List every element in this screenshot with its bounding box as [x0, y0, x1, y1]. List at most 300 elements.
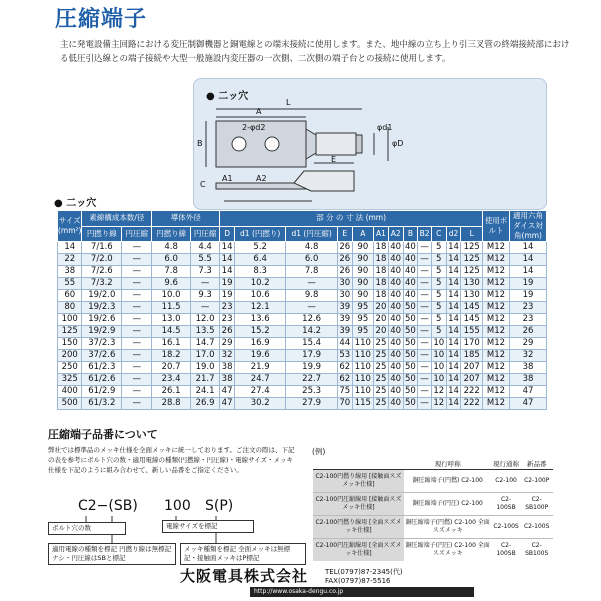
table-cell: 23	[510, 302, 547, 314]
example-row	[313, 516, 553, 539]
table-cell: 14.5	[152, 326, 191, 338]
table-cell: 75	[339, 386, 351, 396]
note-wire-type: 適用電線の種類を標記 円撚り線は無標記ナシ・円圧線はSBと標記	[48, 543, 176, 565]
table-cell: 125	[461, 242, 483, 254]
table-cell: 21.7	[190, 374, 219, 386]
th-outer-diameter: 導体外径	[152, 211, 220, 227]
table-cell: —	[418, 302, 432, 314]
dim-A1: A1	[222, 174, 233, 183]
table-cell: 10	[433, 338, 445, 348]
table-cell: 110	[352, 386, 373, 398]
table-cell: —	[122, 398, 152, 410]
dim-B: B	[197, 139, 203, 148]
table-cell: 11.5	[152, 302, 191, 314]
table-cell: 10	[433, 374, 445, 384]
table-cell: 50	[405, 302, 416, 312]
table-cell: 20	[375, 314, 387, 324]
table-cell: 80	[58, 302, 82, 314]
table-cell: —	[418, 398, 432, 410]
table-cell: 38	[221, 374, 233, 384]
table-cell: 14	[510, 254, 547, 266]
table-cell: —	[190, 302, 219, 314]
table-cell: 20	[375, 326, 387, 336]
table-cell: 40	[390, 338, 402, 348]
table-cell: 10	[433, 362, 445, 372]
parts-note: 弊社では標準品のメッキ仕様を全面メッキに統一しております。ご注文の際は、下記の表を参考にボルト穴の数・適用電線の種類(円撚線・円圧線)・電線サイズ・メッキ仕様を下記のように組み合わせて、新しい品番をご指定ください。	[48, 446, 295, 474]
table-cell: 61/3.2	[82, 398, 122, 410]
table-cell: —	[418, 326, 432, 338]
table-cell: 5	[431, 314, 446, 326]
table-cell: —	[122, 290, 152, 302]
table-cell: 12	[433, 398, 445, 408]
table-cell: 200	[58, 350, 82, 362]
th-sub: A2	[388, 226, 403, 242]
table-cell: —	[418, 338, 432, 350]
table-cell: 50	[405, 338, 416, 348]
table-cell: 95	[352, 314, 373, 326]
table-cell: 150	[58, 338, 82, 350]
example-cell: C2-100S	[520, 516, 553, 539]
table-cell: 26.1	[152, 386, 191, 398]
table-cell: —	[418, 386, 432, 398]
table-cell: 14	[510, 266, 547, 278]
table-cell: 47	[510, 398, 547, 410]
table-cell: —	[418, 290, 432, 302]
table-cell: 14	[448, 362, 459, 372]
example-cell: C2-100S	[492, 516, 521, 539]
table-cell: 19	[221, 278, 233, 288]
table-cell: 12.6	[286, 314, 337, 326]
table-cell: 18	[375, 266, 387, 276]
table-cell: 40	[390, 386, 402, 396]
table-cell: 40	[390, 254, 402, 264]
th-sub: 円圧縮	[190, 226, 219, 242]
table-cell: 4.8	[286, 242, 337, 254]
table-cell: 50	[405, 326, 416, 336]
table-cell: 50	[405, 398, 416, 408]
table-cell: 170	[461, 338, 483, 350]
table-cell: 50	[405, 374, 416, 384]
table-cell: 39	[339, 302, 351, 312]
table-cell: 32	[510, 350, 547, 362]
th-bolt: 使用ボルト	[483, 211, 510, 242]
th-sub: C	[431, 226, 446, 242]
example-cell: 銅圧縮端子(円圧) C2-100	[404, 493, 492, 516]
table-cell: M12	[483, 386, 510, 398]
terminal-diagram	[193, 78, 547, 210]
table-cell: 14	[221, 242, 233, 252]
table-cell: 19	[510, 278, 547, 290]
table-cell: 14	[448, 254, 459, 264]
table-cell: 26	[221, 326, 233, 336]
table-cell: 32	[221, 350, 233, 360]
table-cell: 19	[221, 290, 233, 300]
table-cell: —	[418, 278, 432, 290]
note-wire-size: 電線サイズを標記	[162, 520, 254, 533]
table-cell: 7.8	[286, 266, 337, 278]
table-cell: 95	[352, 302, 373, 314]
table-cell: M12	[483, 302, 510, 314]
table-cell: 14	[58, 242, 82, 254]
table-cell: 130	[461, 278, 483, 290]
th-sub: A	[352, 226, 373, 242]
table-cell: 50	[405, 386, 416, 396]
page-title: 圧縮端子	[55, 7, 148, 32]
table-cell: 95	[352, 326, 373, 338]
example-table	[313, 458, 553, 561]
table-cell: 14	[448, 278, 459, 288]
table-cell: 25	[375, 350, 387, 360]
dim-E: E	[331, 155, 337, 164]
table-cell: 29	[510, 338, 547, 350]
table-cell: 61/2.3	[82, 362, 122, 374]
example-cell: C2-100円撚り線用 [全面スズメッキ仕様]	[313, 516, 404, 539]
example-header	[313, 458, 404, 470]
example-cell: 銅圧縮端子(円撚) C2-100 全面スズメッキ	[404, 516, 492, 539]
table-row	[58, 290, 547, 302]
table-cell: 110	[352, 362, 373, 374]
table-label: ● 二ッ穴	[54, 198, 97, 209]
table-cell: 40	[390, 326, 402, 336]
table-cell: 27.9	[286, 398, 337, 410]
table-cell: 40	[390, 314, 402, 324]
table-cell: 40	[390, 362, 402, 372]
table-cell: 110	[352, 350, 373, 362]
table-cell: 25	[375, 398, 387, 408]
table-cell: —	[418, 254, 432, 266]
table-row	[58, 338, 547, 350]
table-cell: 37/2.3	[82, 338, 122, 350]
table-cell: 38	[221, 362, 233, 372]
table-cell: 5	[431, 254, 446, 266]
table-cell: 5.2	[234, 242, 285, 254]
table-cell: —	[122, 362, 152, 374]
table-cell: 18	[375, 278, 387, 288]
table-cell: 4.4	[190, 242, 219, 254]
table-cell: 12.1	[234, 302, 285, 314]
table-cell: 38	[58, 266, 82, 278]
table-cell: 14	[448, 350, 459, 360]
table-cell: 18	[375, 242, 387, 252]
table-cell: 23.4	[152, 374, 191, 386]
dim-D: φD	[392, 139, 404, 148]
table-cell: 6.0	[286, 254, 337, 266]
table-cell: 110	[352, 374, 373, 386]
table-cell: 14	[448, 314, 459, 324]
table-cell: 23	[221, 314, 233, 324]
table-cell: 19/2.6	[82, 314, 122, 326]
table-cell: 9.3	[190, 290, 219, 302]
table-cell: 39	[339, 326, 351, 336]
dim-d2: 2-φd2	[242, 123, 266, 132]
table-cell: 16.1	[152, 338, 191, 350]
table-cell: 62	[339, 374, 351, 384]
table-cell: 20	[375, 302, 387, 312]
table-cell: 25	[375, 362, 387, 372]
table-cell: —	[418, 350, 432, 362]
table-cell: 7/1.6	[82, 242, 122, 254]
table-cell: 40	[405, 278, 416, 288]
table-cell: M12	[483, 254, 510, 266]
table-cell: 5	[431, 242, 446, 254]
table-cell: —	[418, 242, 432, 254]
table-row	[58, 302, 547, 314]
table-cell: —	[122, 254, 152, 266]
table-cell: 18	[375, 290, 387, 300]
table-cell: M12	[483, 242, 510, 254]
th-dimensions: 部 分 の 寸 法 (mm)	[220, 211, 483, 227]
table-cell: 55	[58, 278, 82, 290]
note-plating: メッキ種類を標記 全面メッキは無標記・接触面メッキはP標記	[180, 543, 306, 565]
table-cell: 26	[339, 254, 351, 264]
th-size: サイズ (mm²)	[58, 211, 82, 242]
table-cell: 19.9	[286, 362, 337, 374]
table-cell: 5	[431, 290, 446, 302]
table-cell: 222	[461, 398, 483, 410]
table-cell: 17.0	[190, 350, 219, 362]
table-cell: 19/2.3	[82, 302, 122, 314]
table-cell: —	[122, 278, 152, 290]
example-cell: 銅圧縮端子(円撚) C2-100	[404, 470, 492, 493]
table-cell: 30.2	[234, 398, 285, 410]
table-cell: 14	[448, 326, 459, 336]
table-cell: 50	[405, 362, 416, 372]
table-cell: 14	[221, 254, 233, 264]
table-cell: M12	[483, 290, 510, 302]
code-size: 100	[164, 498, 191, 514]
table-cell: 19/2.0	[82, 290, 122, 302]
table-cell: —	[418, 266, 432, 278]
table-cell: 15.4	[286, 338, 337, 350]
table-cell: —	[418, 374, 432, 386]
example-cell: C2-100SB	[492, 539, 521, 562]
table-cell: 26	[339, 242, 351, 252]
table-cell: 250	[58, 362, 82, 374]
table-row	[58, 398, 547, 410]
table-cell: 16.9	[234, 338, 285, 350]
table-cell: 38	[510, 362, 547, 374]
table-cell: 40	[390, 242, 402, 252]
th-die: 適用六角ダイス対角(mm)	[510, 211, 547, 242]
table-cell: 18	[375, 254, 387, 264]
table-cell: 7/3.2	[82, 278, 122, 290]
th-sub: 円撚り線	[82, 226, 122, 242]
contact-info	[325, 568, 403, 586]
table-cell: 4.8	[152, 242, 191, 254]
table-cell: 10.6	[234, 290, 285, 302]
table-cell: 5.5	[190, 254, 219, 266]
table-cell: 37/2.6	[82, 350, 122, 362]
example-label: (例)	[312, 447, 326, 456]
table-cell: M12	[483, 374, 510, 386]
example-cell: C2-SB100P	[520, 493, 553, 516]
table-cell: 40	[390, 398, 402, 408]
table-cell: 130	[461, 290, 483, 302]
th-sub: 円圧縮	[122, 226, 152, 242]
table-row	[58, 242, 547, 254]
example-cell: 銅圧縮端子(円圧) C2-100 全面スズメッキ	[404, 539, 492, 562]
table-cell: 6.0	[152, 254, 191, 266]
table-cell: 22.7	[286, 374, 337, 386]
table-cell: 222	[461, 386, 483, 398]
table-cell: —	[122, 338, 152, 350]
table-row	[58, 254, 547, 266]
table-cell: M12	[483, 314, 510, 326]
table-cell: 400	[58, 386, 82, 398]
table-cell: 145	[461, 302, 483, 314]
table-cell: 40	[390, 278, 402, 288]
example-header: 現行通称	[493, 460, 520, 468]
table-cell: 20.7	[152, 362, 191, 374]
table-cell: —	[122, 374, 152, 386]
table-cell: 24.7	[234, 374, 285, 386]
table-cell: 18.2	[152, 350, 191, 362]
table-cell: 70	[339, 398, 351, 408]
th-sub: L	[461, 226, 483, 242]
terminal-drawing	[194, 79, 546, 209]
table-cell: 24.1	[190, 386, 219, 398]
table-cell: 90	[352, 290, 373, 302]
example-header: 現行呼称	[404, 458, 492, 470]
table-cell: 40	[390, 374, 402, 384]
table-cell: 44	[339, 338, 351, 348]
table-cell: 40	[390, 290, 402, 300]
table-cell: 5	[431, 278, 446, 290]
table-cell: 23	[221, 302, 233, 312]
table-cell: 14	[448, 374, 459, 384]
table-cell: 125	[58, 326, 82, 338]
th-sub: d2	[446, 226, 461, 242]
table-cell: —	[122, 242, 152, 254]
table-cell: 47	[221, 386, 233, 396]
table-cell: 10	[433, 350, 445, 360]
table-cell: —	[122, 302, 152, 314]
table-cell: 30	[339, 278, 351, 288]
website-url[interactable]: http://www.osaka-dengu.co.jp	[250, 587, 474, 597]
table-cell: 40	[405, 242, 416, 252]
table-cell: 5	[431, 266, 446, 278]
table-cell: 155	[461, 326, 483, 338]
table-cell: 25	[375, 386, 387, 396]
table-cell: 26	[510, 326, 547, 338]
example-cell: C2-100円圧縮線用 [全面スズメッキ仕様]	[313, 539, 404, 562]
table-cell: M12	[483, 266, 510, 278]
th-sub: B	[403, 226, 418, 242]
table-row	[58, 362, 547, 374]
example-cell: C2-100P	[520, 470, 553, 493]
th-sub: D	[220, 226, 235, 242]
table-cell: 90	[352, 278, 373, 290]
table-cell: 7.3	[190, 266, 219, 278]
dim-A: A	[256, 107, 262, 116]
table-cell: 14	[221, 266, 233, 276]
table-cell: 13.0	[152, 314, 191, 326]
example-header: 新品番	[520, 458, 553, 470]
table-cell: 325	[58, 374, 82, 386]
table-cell: 47	[510, 386, 547, 398]
table-row	[58, 266, 547, 278]
table-cell: 60	[58, 290, 82, 302]
example-cell: C2-SB100S	[520, 539, 553, 562]
table-cell: 13.5	[190, 326, 219, 338]
table-cell: 19	[510, 290, 547, 302]
table-cell: 7.8	[152, 266, 191, 278]
example-cell: C2-100SB	[492, 493, 521, 516]
table-cell: 40	[390, 266, 402, 276]
table-cell: 9.8	[286, 290, 337, 302]
table-cell: 125	[461, 266, 483, 278]
table-cell: 14	[448, 302, 459, 312]
table-cell: 40	[405, 254, 416, 264]
th-sub: B2	[418, 226, 432, 242]
table-cell: 19.0	[190, 362, 219, 374]
table-cell: —	[190, 278, 219, 290]
table-cell: 14	[448, 290, 459, 300]
table-cell: 61/2.6	[82, 374, 122, 386]
table-cell: 38	[510, 374, 547, 386]
th-sub: A1	[374, 226, 389, 242]
table-cell: 10.2	[234, 278, 285, 290]
table-cell: 30	[339, 290, 351, 300]
table-cell: 14.7	[190, 338, 219, 350]
table-cell: 25.3	[286, 386, 337, 398]
table-cell: 25	[375, 338, 387, 348]
table-cell: M12	[483, 278, 510, 290]
table-cell: 15.2	[234, 326, 285, 338]
table-cell: —	[122, 314, 152, 326]
example-row	[313, 493, 553, 516]
table-cell: 53	[339, 350, 351, 360]
table-row	[58, 314, 547, 326]
table-cell: 7/2.6	[82, 266, 122, 278]
table-cell: 12.0	[190, 314, 219, 326]
table-cell: 40	[390, 302, 402, 312]
table-cell: 23	[510, 314, 547, 326]
table-cell: 500	[58, 398, 82, 410]
table-cell: 25	[375, 374, 387, 384]
table-cell: 90	[352, 254, 373, 266]
table-cell: 14	[448, 266, 459, 276]
table-row	[58, 374, 547, 386]
table-cell: M12	[483, 362, 510, 374]
table-cell: 50	[405, 314, 416, 324]
table-cell: 7/2.0	[82, 254, 122, 266]
table-row	[58, 278, 547, 290]
table-cell: 145	[461, 314, 483, 326]
table-cell: —	[286, 278, 337, 290]
table-cell: 19/2.9	[82, 326, 122, 338]
table-cell: —	[122, 266, 152, 278]
code-plating: S(P)	[205, 498, 234, 514]
table-cell: 5	[431, 302, 446, 314]
tel-number: TEL(0797)87-2345(代)	[325, 568, 403, 576]
table-cell: —	[122, 386, 152, 398]
table-cell: 110	[352, 338, 373, 350]
table-row	[58, 350, 547, 362]
table-cell: 61/2.9	[82, 386, 122, 398]
table-cell: 40	[390, 350, 402, 360]
table-cell: 17.9	[286, 350, 337, 362]
code-prefix: C2−(SB)	[78, 498, 138, 514]
table-cell: 50	[405, 350, 416, 360]
table-cell: —	[418, 314, 432, 326]
company-name: 大阪電具株式会社	[180, 567, 309, 585]
table-cell: 14	[510, 242, 547, 254]
example-row	[313, 470, 553, 493]
example-cell: C2-100	[492, 470, 521, 493]
fax-number: FAX(0797)87-5516	[325, 577, 391, 585]
table-cell: 5	[431, 326, 446, 338]
